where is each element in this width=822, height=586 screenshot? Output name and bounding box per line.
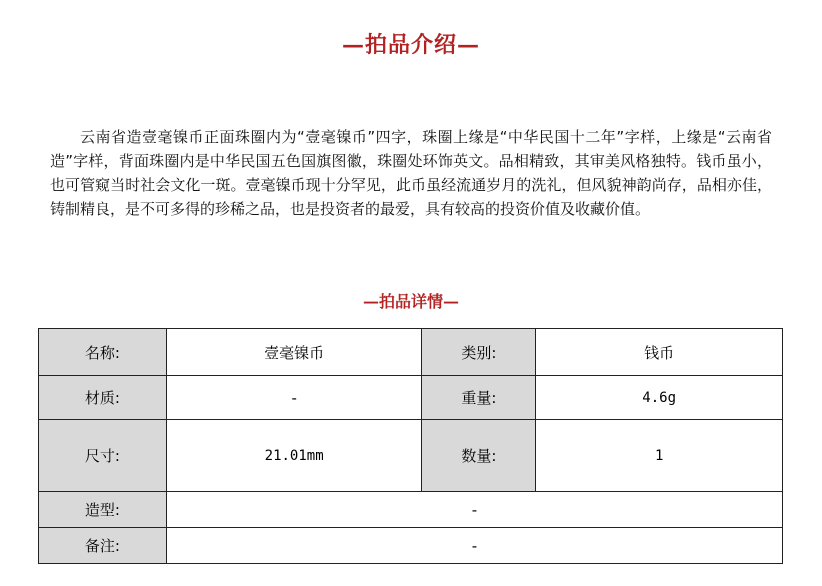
category-label: 类别: [422,329,536,376]
table-row-remark [39,528,783,564]
table-row-material [39,376,783,420]
name-value: 壹毫镍币 [166,329,422,376]
size-value: 21.01mm [166,420,422,492]
table-row-size [39,420,783,492]
size-label: 尺寸: [39,420,167,492]
remark-value: - [166,528,782,564]
table-row-name [39,329,783,376]
remark-label: 备注: [39,528,167,564]
intro-title: —拍品介绍— [341,32,480,58]
material-value: - [166,376,422,420]
shape-value: - [166,492,782,528]
quantity-value: 1 [536,420,783,492]
weight-value: 4.6g [536,376,783,420]
category-value: 钱币 [536,329,783,376]
quantity-label: 数量: [422,420,536,492]
details-title: —拍品详情— [362,292,459,311]
details-table [38,328,783,564]
table-row-shape [39,492,783,528]
material-label: 材质: [39,376,167,420]
name-label: 名称: [39,329,167,376]
shape-label: 造型: [39,492,167,528]
weight-label: 重量: [422,376,536,420]
intro-description: 云南省造壹毫镍币正面珠圈内为“壹毫镍币”四字，珠圈上缘是“中华民国十二年”字样，上缘是“云南省造”字样，背面珠圈内是中华民国五色国旗图徽，珠圈处环饰英文。品相精致，其审美风格独特。钱币虽小，也可管窥当时社会文化一斑。壹毫镍币现十分罕见，此币虽经流通岁月的洗礼，但风貌神韵尚存，品相亦佳，铸制精良，是不可多得的珍稀之品，也是投资者的最爱，具有较高的投资价值及收藏价值。 [50,128,772,218]
